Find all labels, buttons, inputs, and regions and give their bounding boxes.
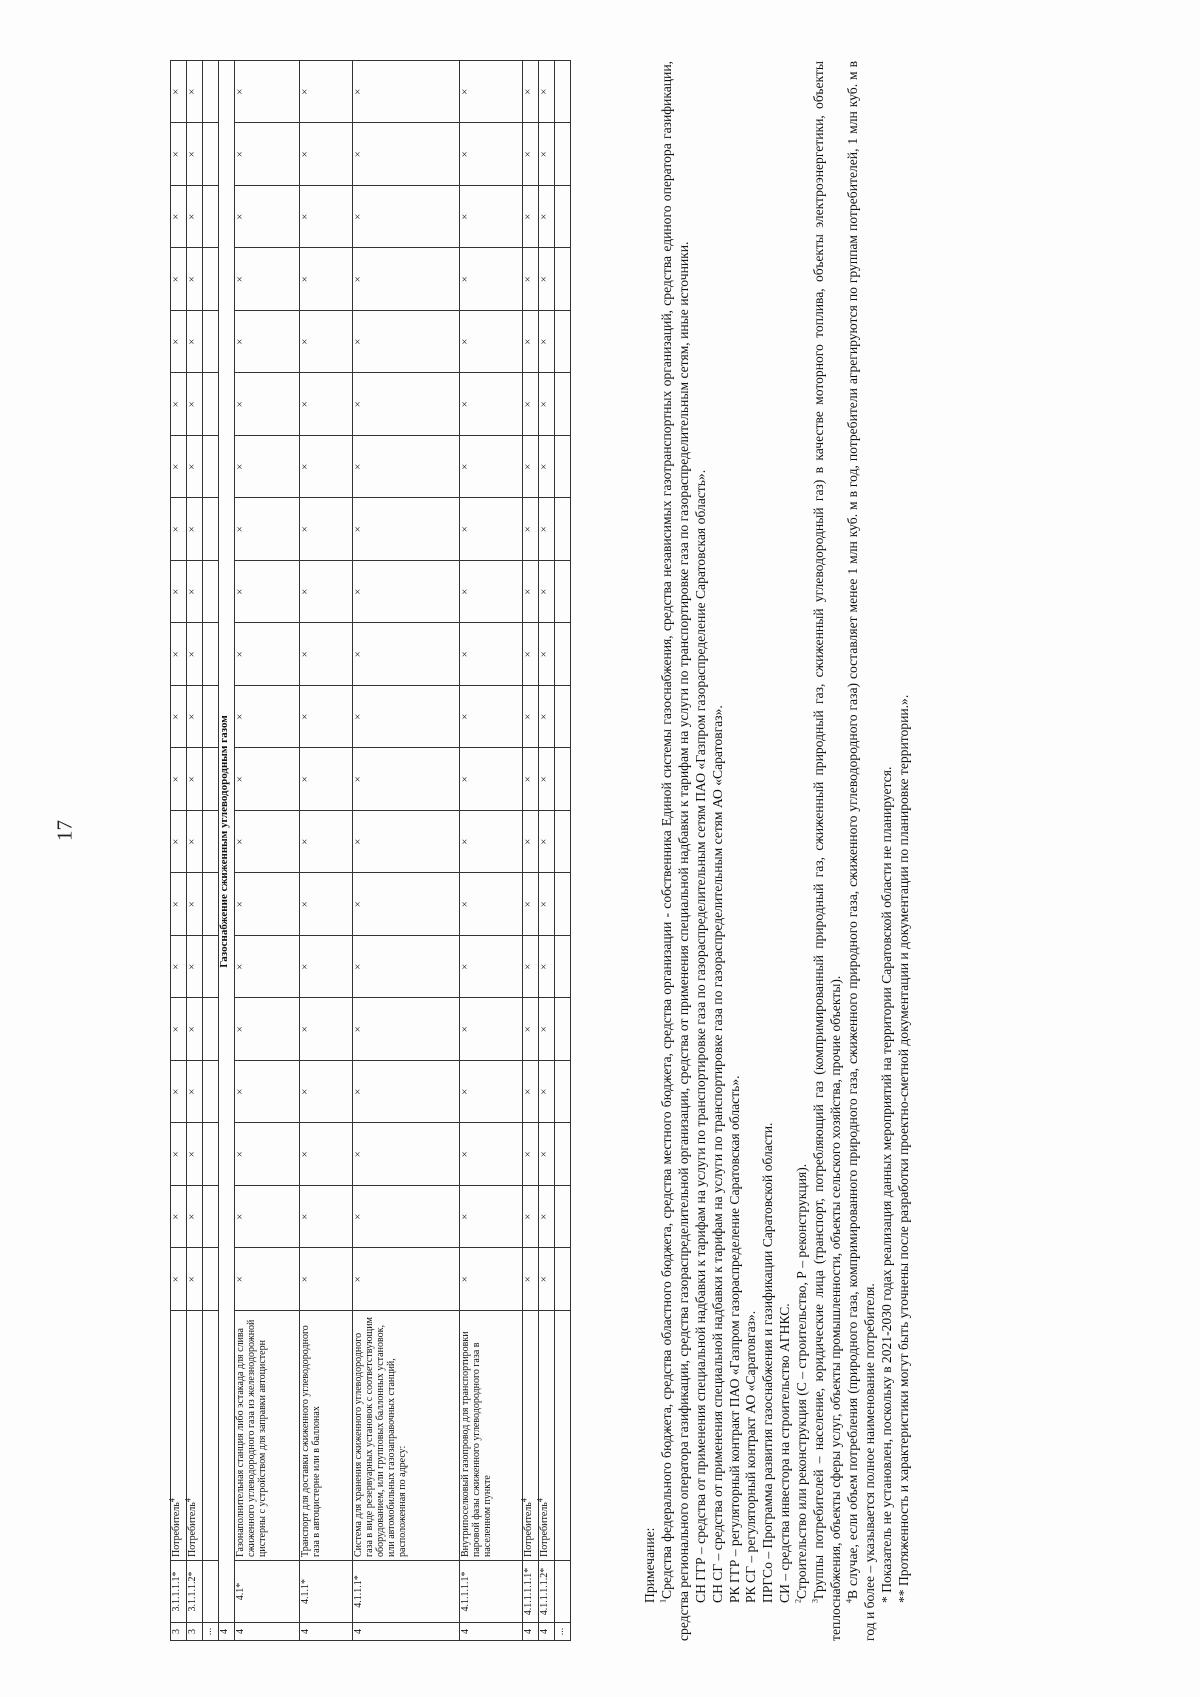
- code-cell: 4.1.1.1.1*: [460, 1561, 523, 1623]
- note-prgso: ПРГСо – Программа развития газоснабжения и газификации Саратовской области.: [760, 1122, 776, 1603]
- name-cell: [183, 1311, 203, 1561]
- value-cell: ×: [460, 811, 523, 874]
- name-cell: [203, 1311, 219, 1561]
- name-cell: [167, 1311, 187, 1561]
- footnote-marker: 4: [519, 1498, 529, 1503]
- value-cell: ×: [300, 61, 353, 124]
- value-cell: ×: [300, 436, 353, 499]
- footnote-marker: 4: [183, 1498, 193, 1503]
- value-cell: ×: [300, 123, 353, 186]
- level-cell: 4: [523, 1623, 539, 1641]
- level-cell: 4: [235, 1623, 300, 1641]
- value-cell: ×: [187, 1061, 203, 1124]
- value-cell: ×: [171, 748, 187, 811]
- value-cell: ×: [523, 498, 539, 561]
- table-row: [235, 61, 300, 1641]
- value-cell: [555, 1186, 571, 1249]
- value-cell: [203, 998, 219, 1061]
- value-cell: [555, 561, 571, 624]
- value-cell: ×: [187, 748, 203, 811]
- value-cell: ×: [171, 61, 187, 124]
- value-cell: ×: [523, 248, 539, 311]
- value-cell: ×: [523, 186, 539, 249]
- table-row: [539, 61, 555, 1641]
- value-cell: [203, 873, 219, 936]
- value-cell: ×: [460, 936, 523, 999]
- value-cell: ×: [171, 123, 187, 186]
- name-cell: [519, 1311, 539, 1561]
- value-cell: ×: [300, 373, 353, 436]
- value-cell: [555, 1061, 571, 1124]
- code-cell: [203, 1561, 219, 1623]
- value-cell: [555, 498, 571, 561]
- value-cell: ×: [353, 1186, 460, 1249]
- value-cell: ×: [460, 561, 523, 624]
- value-cell: ×: [353, 748, 460, 811]
- value-cell: ×: [353, 1061, 460, 1124]
- value-cell: ×: [539, 1123, 555, 1186]
- footnote-marker: 4: [167, 1498, 177, 1503]
- value-cell: ×: [523, 998, 539, 1061]
- value-cell: [555, 623, 571, 686]
- value-cell: ×: [353, 561, 460, 624]
- value-cell: ×: [187, 873, 203, 936]
- value-cell: [203, 61, 219, 124]
- code-cell: 4.1.1*: [300, 1561, 353, 1623]
- value-cell: [555, 311, 571, 374]
- level-cell: 4: [300, 1623, 353, 1641]
- value-cell: ×: [235, 373, 300, 436]
- value-cell: ×: [523, 561, 539, 624]
- value-cell: ×: [523, 311, 539, 374]
- value-cell: [203, 123, 219, 186]
- value-cell: ×: [235, 1186, 300, 1249]
- value-cell: ×: [300, 1248, 353, 1311]
- value-cell: ×: [460, 686, 523, 749]
- value-cell: ×: [539, 561, 555, 624]
- value-cell: ×: [353, 936, 460, 999]
- value-cell: [555, 686, 571, 749]
- value-cell: ×: [235, 1061, 300, 1124]
- value-cell: ×: [171, 623, 187, 686]
- code-cell: 3.1.1.1.1*: [171, 1561, 187, 1623]
- value-cell: ×: [300, 248, 353, 311]
- name-cell: [353, 1311, 460, 1561]
- value-cell: ×: [353, 498, 460, 561]
- value-cell: ×: [171, 498, 187, 561]
- value-cell: ×: [300, 498, 353, 561]
- value-cell: [203, 1186, 219, 1249]
- value-cell: [203, 248, 219, 311]
- value-cell: [203, 686, 219, 749]
- note-2: [794, 61, 811, 1641]
- value-cell: ×: [539, 498, 555, 561]
- value-cell: ×: [523, 623, 539, 686]
- note-sn-ggr: СН ГГР – средства от применения специальной надбавки к тарифам на услуги по транспортировке газа по газораспределительным сетям ПАО «Газпром газораспределение Саратовская область».: [692, 469, 708, 1603]
- value-cell: [555, 748, 571, 811]
- value-cell: [555, 373, 571, 436]
- value-cell: ×: [300, 998, 353, 1061]
- name-cell: [460, 1311, 523, 1561]
- notes-heading: Примечание:: [642, 1527, 657, 1603]
- value-cell: ×: [187, 936, 203, 999]
- value-cell: [555, 811, 571, 874]
- name-text: Транспорт для доставки сжиженного углеводородного газа в автоцистерне или в баллонах: [300, 1325, 322, 1557]
- table-row: [171, 61, 187, 1641]
- value-cell: ×: [539, 248, 555, 311]
- name-text: Потребитель: [539, 1502, 550, 1557]
- value-cell: ×: [171, 186, 187, 249]
- value-cell: ×: [539, 186, 555, 249]
- value-cell: ×: [353, 1248, 460, 1311]
- note-sn-sg: СН СГ – средства от применения специальной надбавки к тарифам на услуги по транспортировке газа по газораспределительным сетям АО «Саратовгаз».: [709, 705, 725, 1603]
- value-cell: ×: [187, 811, 203, 874]
- value-cell: ×: [235, 186, 300, 249]
- code-cell: 4.1*: [235, 1561, 300, 1623]
- name-text: Система для хранения сжиженного углеводородного газа в виде резервуарных установок с соответствующим оборудованием, или групповых баллонных установок, или автомобильных газозаправочных станций, расположенная по адресу:: [353, 1317, 408, 1557]
- value-cell: ×: [523, 811, 539, 874]
- value-cell: ×: [539, 373, 555, 436]
- level-cell: ...: [203, 1623, 219, 1641]
- value-cell: ×: [539, 1248, 555, 1311]
- value-cell: ×: [523, 436, 539, 499]
- value-cell: ×: [523, 123, 539, 186]
- value-cell: ×: [353, 623, 460, 686]
- value-cell: [555, 248, 571, 311]
- code-cell: 4.1.1.1*: [353, 1561, 460, 1623]
- section-title: Газоснабжение сжиженным углеводородным газом: [219, 61, 235, 1623]
- value-cell: ×: [460, 1186, 523, 1249]
- value-cell: ×: [300, 561, 353, 624]
- code-cell: [555, 1561, 571, 1623]
- value-cell: ×: [171, 686, 187, 749]
- name-cell: [235, 1311, 300, 1561]
- value-cell: ×: [353, 436, 460, 499]
- value-cell: ×: [460, 61, 523, 124]
- value-cell: ×: [523, 1061, 539, 1124]
- note-4-marker: 4: [844, 1599, 854, 1603]
- note-3-marker: 3: [810, 1599, 820, 1603]
- value-cell: ×: [353, 1123, 460, 1186]
- note-1: [659, 61, 693, 1641]
- value-cell: ×: [460, 373, 523, 436]
- value-cell: ×: [460, 311, 523, 374]
- code-cell: 4.1.1.1.1.2*: [539, 1561, 555, 1623]
- note-3-text: Группы потребителей – население, юридические лица (транспорт, потребляющий газ (компримированный природный газ, сжиженный природный газ, сжиженный углеводородный газ) в качестве моторного топлива, объекты электроэнергетики, объекты теплоснабжения, объекты сферы услуг, объекты промышленности, объекты сельского хозяйства, прочие объекты).: [811, 61, 843, 1641]
- value-cell: ×: [187, 1186, 203, 1249]
- value-cell: ×: [171, 373, 187, 436]
- value-cell: ×: [187, 123, 203, 186]
- value-cell: ×: [171, 873, 187, 936]
- value-cell: ×: [300, 811, 353, 874]
- value-cell: ×: [353, 998, 460, 1061]
- table-row: [460, 61, 523, 1641]
- value-cell: ×: [187, 623, 203, 686]
- value-cell: [203, 1123, 219, 1186]
- name-text: Внутрипоселковый газопровод для транспортировки паровой фазы сжиженного углеводородного газа в населенном пункте: [460, 1331, 493, 1557]
- value-cell: ×: [171, 436, 187, 499]
- value-cell: ×: [539, 1186, 555, 1249]
- note-si: СИ – средства инвестора на строительство АГНКС.: [777, 1303, 793, 1603]
- value-cell: ×: [539, 936, 555, 999]
- note-4: [845, 61, 879, 1641]
- value-cell: ×: [171, 998, 187, 1061]
- value-cell: ×: [523, 873, 539, 936]
- name-cell: [555, 1311, 571, 1561]
- value-cell: ×: [300, 1186, 353, 1249]
- value-cell: ×: [300, 623, 353, 686]
- value-cell: [203, 748, 219, 811]
- note-3: [811, 61, 845, 1641]
- value-cell: ×: [171, 1248, 187, 1311]
- code-cell: 4.1.1.1.1.1*: [523, 1561, 539, 1623]
- value-cell: ×: [539, 311, 555, 374]
- value-cell: [203, 561, 219, 624]
- page-number: 17: [52, 820, 77, 841]
- value-cell: ×: [460, 498, 523, 561]
- note-star-1: * Показатель не установлен, поскольку в 2021-2030 годах реализация данных мероприятий на территории Саратовской области не планируется.: [878, 766, 894, 1603]
- value-cell: ×: [171, 936, 187, 999]
- value-cell: ×: [235, 1123, 300, 1186]
- value-cell: ×: [300, 748, 353, 811]
- level-cell: ...: [555, 1623, 571, 1641]
- value-cell: [203, 811, 219, 874]
- table-row: [353, 61, 460, 1641]
- value-cell: ×: [187, 498, 203, 561]
- value-cell: ×: [353, 186, 460, 249]
- value-cell: ×: [539, 61, 555, 124]
- value-cell: ×: [300, 936, 353, 999]
- notes-block: [642, 61, 913, 1641]
- note-rk-sg: РК СГ – регуляторный контракт АО «Саратовгаз».: [743, 1310, 759, 1603]
- value-cell: ×: [187, 436, 203, 499]
- value-cell: ×: [171, 1123, 187, 1186]
- value-cell: ×: [539, 748, 555, 811]
- value-cell: ×: [235, 123, 300, 186]
- value-cell: ×: [235, 1248, 300, 1311]
- value-cell: ×: [523, 936, 539, 999]
- value-cell: [555, 61, 571, 124]
- level-cell: 4: [539, 1623, 555, 1641]
- value-cell: ×: [539, 123, 555, 186]
- value-cell: [203, 1061, 219, 1124]
- level-cell: 3: [187, 1623, 203, 1641]
- table-row: [187, 61, 203, 1641]
- value-cell: [555, 123, 571, 186]
- name-text: Потребитель: [187, 1502, 198, 1557]
- level-cell: 4: [460, 1623, 523, 1641]
- note-1-text: Средства федерального бюджета, средства областного бюджета, средства местного бюджета, средства организации - собственника Единой системы газоснабжения, средства независимых газотранспортных организаций, средства единого оператора газификации, средства регионального оператора газификации, средства газораспределительной организации, средства от применения специальной надбавки к тарифам на услуги по транспортировке газа по газораспределительным сетям, иные источники.: [658, 61, 691, 1641]
- name-cell: [535, 1311, 555, 1561]
- value-cell: [555, 186, 571, 249]
- value-cell: ×: [235, 61, 300, 124]
- value-cell: ×: [235, 498, 300, 561]
- value-cell: [555, 998, 571, 1061]
- value-cell: ×: [171, 811, 187, 874]
- value-cell: [555, 1123, 571, 1186]
- table-row: [300, 61, 353, 1641]
- footnote-marker: 4: [535, 1498, 545, 1503]
- value-cell: ×: [460, 186, 523, 249]
- note-2-text: Строительство или реконструкция (С – строительство, Р – реконструкция).: [794, 1163, 810, 1599]
- value-cell: [555, 936, 571, 999]
- value-cell: ×: [523, 748, 539, 811]
- value-cell: [203, 498, 219, 561]
- value-cell: ×: [235, 686, 300, 749]
- value-cell: ×: [300, 1123, 353, 1186]
- value-cell: ×: [353, 61, 460, 124]
- table-row: [219, 61, 235, 1641]
- value-cell: ×: [460, 623, 523, 686]
- value-cell: ×: [171, 248, 187, 311]
- gasification-table: [167, 60, 571, 1641]
- value-cell: ×: [460, 748, 523, 811]
- value-cell: ×: [187, 311, 203, 374]
- name-cell: [300, 1311, 353, 1561]
- value-cell: ×: [235, 811, 300, 874]
- value-cell: ×: [300, 686, 353, 749]
- value-cell: ×: [460, 873, 523, 936]
- value-cell: ×: [353, 686, 460, 749]
- table-row: [555, 61, 571, 1641]
- value-cell: ×: [235, 873, 300, 936]
- level-cell: 3: [171, 1623, 187, 1641]
- value-cell: ×: [353, 373, 460, 436]
- value-cell: ×: [187, 1248, 203, 1311]
- value-cell: ×: [300, 873, 353, 936]
- value-cell: ×: [539, 811, 555, 874]
- value-cell: ×: [460, 436, 523, 499]
- value-cell: ×: [235, 561, 300, 624]
- value-cell: ×: [460, 1248, 523, 1311]
- level-cell: 4: [353, 1623, 460, 1641]
- value-cell: ×: [171, 311, 187, 374]
- value-cell: ×: [460, 1123, 523, 1186]
- value-cell: ×: [187, 248, 203, 311]
- value-cell: ×: [460, 1061, 523, 1124]
- value-cell: ×: [171, 1186, 187, 1249]
- value-cell: ×: [353, 311, 460, 374]
- note-star-2: ** Протяженность и характеристики могут быть уточнены после разработки проектно-сметной документации и документации по планировке территории.».: [895, 694, 911, 1603]
- value-cell: ×: [187, 61, 203, 124]
- value-cell: ×: [460, 123, 523, 186]
- value-cell: ×: [539, 686, 555, 749]
- value-cell: [555, 1248, 571, 1311]
- value-cell: ×: [235, 748, 300, 811]
- value-cell: [203, 186, 219, 249]
- value-cell: ×: [187, 561, 203, 624]
- value-cell: ×: [300, 1061, 353, 1124]
- value-cell: ×: [187, 1123, 203, 1186]
- value-cell: [203, 436, 219, 499]
- value-cell: ×: [187, 186, 203, 249]
- value-cell: [555, 436, 571, 499]
- value-cell: ×: [539, 873, 555, 936]
- value-cell: ×: [523, 61, 539, 124]
- value-cell: ×: [539, 623, 555, 686]
- table-row: [203, 61, 219, 1641]
- note-4-text: В случае, если объем потребления (природного газа, компримированного природного газа, сжиженного природного газа, сжиженного углеводородного газа) составляет менее 1 млн куб. м в год, потребители агрегируются по группам потребителей, 1 млн куб. м в год и более – указывается полное наименование потребителя.: [844, 61, 877, 1641]
- value-cell: [203, 373, 219, 436]
- value-cell: [203, 1248, 219, 1311]
- value-cell: ×: [539, 998, 555, 1061]
- value-cell: [203, 311, 219, 374]
- value-cell: ×: [300, 311, 353, 374]
- value-cell: ×: [235, 311, 300, 374]
- value-cell: ×: [353, 248, 460, 311]
- note-2-marker: 2: [793, 1599, 803, 1603]
- value-cell: ×: [235, 436, 300, 499]
- value-cell: ×: [523, 686, 539, 749]
- value-cell: [203, 623, 219, 686]
- value-cell: [203, 936, 219, 999]
- value-cell: ×: [353, 811, 460, 874]
- name-text: Потребитель: [171, 1502, 182, 1557]
- value-cell: ×: [523, 1248, 539, 1311]
- value-cell: ×: [523, 1186, 539, 1249]
- name-text: Потребитель: [523, 1502, 534, 1557]
- value-cell: ×: [460, 248, 523, 311]
- value-cell: ×: [353, 873, 460, 936]
- code-cell: 3.1.1.1.2*: [187, 1561, 203, 1623]
- value-cell: ×: [235, 936, 300, 999]
- value-cell: ×: [539, 436, 555, 499]
- value-cell: ×: [235, 248, 300, 311]
- value-cell: ×: [187, 373, 203, 436]
- value-cell: ×: [523, 1123, 539, 1186]
- value-cell: ×: [523, 373, 539, 436]
- value-cell: ×: [235, 623, 300, 686]
- level-cell: 4: [219, 1623, 235, 1641]
- value-cell: ×: [235, 998, 300, 1061]
- value-cell: ×: [187, 686, 203, 749]
- note-rk-ggr: РК ГГР – регуляторный контракт ПАО «Газпром газораспределение Саратовская область».: [726, 1075, 742, 1603]
- value-cell: ×: [171, 1061, 187, 1124]
- note-1-marker: 1: [658, 1599, 668, 1603]
- name-text: Газонаполнительная станция либо эстакада для слива сжиженного углеводородного газа из железнодорожной цистерны с устройством для заправки автоцистерн: [235, 1319, 268, 1557]
- value-cell: ×: [539, 1061, 555, 1124]
- value-cell: ×: [300, 186, 353, 249]
- value-cell: [555, 873, 571, 936]
- value-cell: ×: [187, 998, 203, 1061]
- table-row: [523, 61, 539, 1641]
- value-cell: ×: [353, 123, 460, 186]
- value-cell: ×: [171, 561, 187, 624]
- gasification-table-wrapper: [167, 61, 571, 1641]
- value-cell: ×: [460, 998, 523, 1061]
